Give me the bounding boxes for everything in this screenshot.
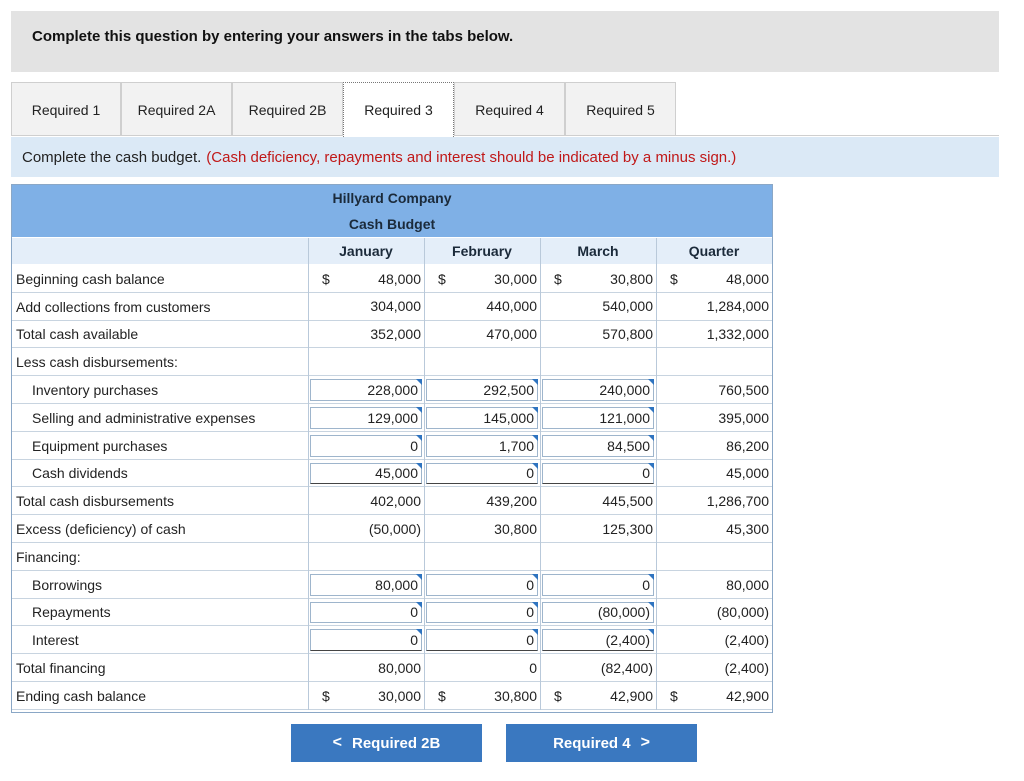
tab-required-1[interactable]: Required 1 xyxy=(11,82,121,136)
amount-cell: 439,200 xyxy=(486,493,537,510)
amount-cell: 30,000 xyxy=(378,687,421,704)
amount-cell: 80,000 xyxy=(378,660,421,677)
currency-symbol: $ xyxy=(670,270,678,287)
currency-symbol: $ xyxy=(322,687,330,704)
row-label: Interest xyxy=(32,632,79,649)
amount-cell: 30,000 xyxy=(494,270,537,287)
row-label: Total cash disbursements xyxy=(16,493,174,510)
budget-row xyxy=(12,515,772,543)
column-divider xyxy=(540,238,541,710)
budget-row xyxy=(12,626,772,654)
tab-required-5[interactable]: Required 5 xyxy=(565,82,676,136)
budget-row xyxy=(12,321,772,349)
amount-cell: 30,800 xyxy=(610,270,653,287)
tab-required-2a[interactable]: Required 2A xyxy=(121,82,232,136)
amount-input[interactable]: 228,000 xyxy=(310,379,422,401)
row-label: Borrowings xyxy=(32,576,103,593)
tab-required-2b[interactable]: Required 2B xyxy=(232,82,343,136)
budget-title: Cash Budget xyxy=(348,216,436,232)
currency-symbol: $ xyxy=(554,687,562,704)
amount-input[interactable]: 240,000 xyxy=(542,379,654,401)
company-name: Hillyard Company xyxy=(332,190,452,206)
amount-input[interactable]: 0 xyxy=(310,602,422,624)
amount-input[interactable]: 0 xyxy=(426,463,538,485)
row-divider xyxy=(12,709,772,710)
company-name-row xyxy=(12,185,772,211)
prev-button-label: Required 2B xyxy=(351,734,441,752)
budget-row xyxy=(12,348,772,376)
amount-cell: 570,800 xyxy=(602,326,653,343)
amount-cell: 80,000 xyxy=(726,576,769,593)
amount-cell: (82,400) xyxy=(600,660,653,677)
budget-title-row xyxy=(12,211,772,237)
amount-input[interactable]: 0 xyxy=(542,574,654,596)
column-header-quarter: Quarter xyxy=(688,243,740,259)
amount-cell: 45,300 xyxy=(726,521,769,538)
amount-input[interactable]: 121,000 xyxy=(542,407,654,429)
row-label: Add collections from customers xyxy=(16,298,211,315)
amount-cell: 30,800 xyxy=(494,687,537,704)
amount-cell: 30,800 xyxy=(494,521,537,538)
amount-cell: 1,332,000 xyxy=(706,326,769,343)
budget-row xyxy=(12,432,772,460)
amount-input[interactable]: (80,000) xyxy=(542,602,654,624)
row-label: Beginning cash balance xyxy=(16,270,165,287)
budget-row xyxy=(12,543,772,571)
amount-input[interactable]: 145,000 xyxy=(426,407,538,429)
amount-cell: 42,900 xyxy=(726,687,769,704)
question-header-text: Complete this question by entering your answers in the tabs below. xyxy=(32,28,514,45)
amount-input[interactable]: 292,500 xyxy=(426,379,538,401)
amount-cell: 304,000 xyxy=(308,293,424,321)
amount-cell: 42,900 xyxy=(610,687,653,704)
instruction-text: Complete the cash budget. xyxy=(22,148,202,166)
tab-required-3[interactable]: Required 3 xyxy=(343,82,454,137)
row-label: Excess (deficiency) of cash xyxy=(16,521,186,538)
column-header-row xyxy=(12,238,772,264)
amount-cell: 1,284,000 xyxy=(656,293,772,321)
chevron-right-icon: > xyxy=(640,734,650,751)
amount-cell: 1,286,700 xyxy=(706,493,769,510)
amount-cell: 86,200 xyxy=(726,437,769,454)
column-header-january: January xyxy=(339,243,393,259)
column-divider xyxy=(656,238,657,710)
currency-symbol: $ xyxy=(438,270,446,287)
next-button-label: Required 4 xyxy=(553,734,631,752)
instruction-note: (Cash deficiency, repayments and interest should be indicated by a minus sign.) xyxy=(206,148,737,166)
currency-symbol: $ xyxy=(670,687,678,704)
amount-input[interactable]: 0 xyxy=(310,629,422,651)
amount-cell: 395,000 xyxy=(718,409,769,426)
amount-input[interactable]: 0 xyxy=(426,629,538,651)
budget-row xyxy=(12,682,772,710)
currency-symbol: $ xyxy=(322,270,330,287)
amount-cell: 0 xyxy=(529,660,537,677)
next-required-4-button[interactable] xyxy=(506,724,697,762)
budget-row xyxy=(12,654,772,682)
amount-cell: (80,000) xyxy=(716,604,769,621)
amount-input[interactable]: 0 xyxy=(426,602,538,624)
amount-input[interactable]: 0 xyxy=(542,463,654,485)
chevron-left-icon: < xyxy=(332,734,342,751)
row-label: Cash dividends xyxy=(32,465,128,482)
currency-symbol: $ xyxy=(438,687,446,704)
amount-input[interactable]: 84,500 xyxy=(542,435,654,457)
budget-row xyxy=(12,460,772,488)
row-label: Equipment purchases xyxy=(32,437,168,454)
row-label: Ending cash balance xyxy=(16,687,146,704)
row-label: Less cash disbursements: xyxy=(16,354,178,371)
amount-input[interactable]: (2,400) xyxy=(542,629,654,651)
tab-divider xyxy=(11,135,999,136)
budget-row xyxy=(12,404,772,432)
amount-cell: 470,000 xyxy=(486,326,537,343)
cash-budget-table xyxy=(11,184,773,713)
budget-row xyxy=(12,265,772,293)
amount-cell: 125,300 xyxy=(602,521,653,538)
currency-symbol: $ xyxy=(554,270,562,287)
budget-row xyxy=(12,599,772,627)
budget-row xyxy=(12,376,772,404)
amount-cell: (2,400) xyxy=(656,626,772,654)
row-label: Total financing xyxy=(16,660,106,677)
row-label: Inventory purchases xyxy=(32,382,159,399)
budget-row xyxy=(12,293,772,321)
amount-cell: 48,000 xyxy=(378,270,421,287)
column-header-march: March xyxy=(577,243,619,259)
amount-cell: 445,500 xyxy=(602,493,653,510)
column-divider xyxy=(308,238,309,710)
question-header xyxy=(11,11,999,72)
amount-input[interactable]: 80,000 xyxy=(310,574,422,596)
amount-cell: 48,000 xyxy=(726,270,769,287)
amount-input[interactable]: 0 xyxy=(310,435,422,457)
row-label: Selling and administrative expenses xyxy=(32,409,256,426)
column-header-february: February xyxy=(452,243,512,259)
tab-required-4[interactable]: Required 4 xyxy=(454,82,565,136)
row-label: Repayments xyxy=(32,604,111,621)
amount-cell: 760,500 xyxy=(718,382,769,399)
budget-row xyxy=(12,487,772,515)
amount-input[interactable]: 1,700 xyxy=(426,435,538,457)
column-divider xyxy=(424,238,425,710)
amount-cell: 352,000 xyxy=(370,326,421,343)
amount-cell: 440,000 xyxy=(424,293,540,321)
prev-required-2b-button[interactable] xyxy=(291,724,482,762)
instruction-bar xyxy=(11,137,999,177)
row-label: Total cash available xyxy=(16,326,139,343)
amount-cell: 45,000 xyxy=(656,460,772,488)
amount-input[interactable]: 129,000 xyxy=(310,407,422,429)
amount-cell: (50,000) xyxy=(368,521,421,538)
amount-cell: 540,000 xyxy=(540,293,656,321)
amount-input[interactable]: 0 xyxy=(426,574,538,596)
amount-cell: (2,400) xyxy=(724,660,769,677)
row-label: Financing: xyxy=(16,548,81,565)
budget-row xyxy=(12,571,772,599)
amount-input[interactable]: 45,000 xyxy=(310,463,422,485)
amount-cell: 402,000 xyxy=(370,493,421,510)
